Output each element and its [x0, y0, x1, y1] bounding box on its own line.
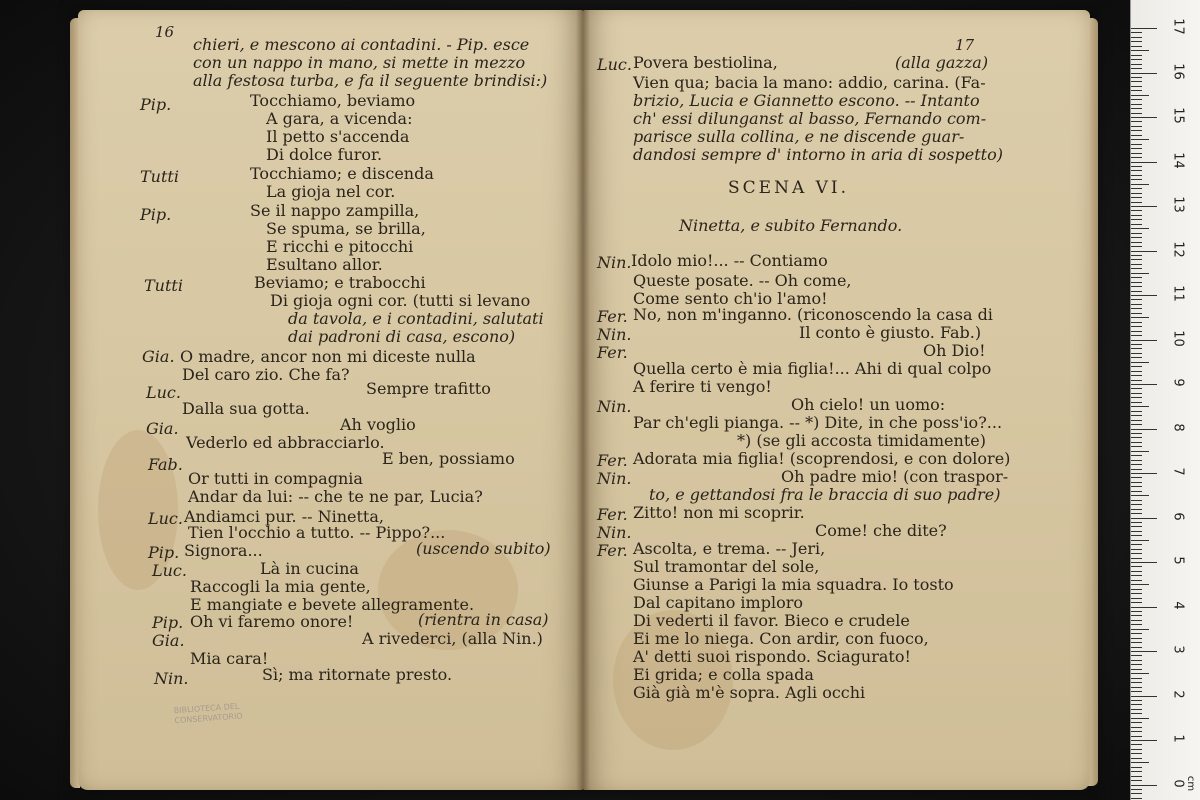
- ruler-tick: [1131, 767, 1142, 768]
- ruler-tick: [1131, 299, 1142, 300]
- text-line: Oh vi faremo onore!: [190, 612, 354, 631]
- ruler-tick: [1131, 130, 1142, 131]
- text-line: Di vederti il favor. Bieco e crudele: [633, 611, 910, 630]
- ruler-tick: [1131, 522, 1142, 523]
- speaker-label: Pip.: [140, 95, 172, 114]
- ruler-tick: [1131, 691, 1142, 692]
- ruler-tick: [1131, 611, 1142, 612]
- ruler-tick: [1131, 246, 1142, 247]
- ruler-tick: [1131, 460, 1142, 461]
- scene-characters: Ninetta, e subito Fernando.: [679, 216, 903, 235]
- ruler-tick: [1131, 264, 1142, 265]
- ruler-tick: [1131, 558, 1142, 559]
- ruler-tick: [1131, 166, 1142, 167]
- ruler-tick: [1131, 86, 1142, 87]
- speaker-label: Nin.: [597, 325, 632, 344]
- ruler-tick: [1131, 495, 1149, 496]
- ruler-tick: [1131, 331, 1142, 332]
- ruler-tick: [1131, 771, 1142, 772]
- library-stamp: BIBLIOTECA DEL CONSERVATORIO: [173, 701, 243, 726]
- text-line: dandosi sempre d' intorno in aria di sospetto): [633, 145, 1003, 164]
- text-line: La gioja nel cor.: [266, 182, 396, 201]
- ruler-tick: [1131, 736, 1142, 737]
- ruler-tick: [1131, 442, 1142, 443]
- text-line: Signora...: [184, 541, 263, 560]
- ruler-tick: [1131, 722, 1142, 723]
- text-line: A ferire ti vengo!: [633, 377, 772, 396]
- ruler-tick: [1131, 780, 1142, 781]
- text-line: (alla gazza): [895, 53, 989, 72]
- ruler-tick: [1131, 268, 1142, 269]
- text-line: (uscendo subito): [416, 539, 551, 558]
- ruler-tick: [1131, 175, 1142, 176]
- ruler-tick: [1131, 384, 1157, 385]
- ruler-tick: [1131, 415, 1142, 416]
- ruler-tick: [1131, 273, 1149, 274]
- speaker-label: Nin.: [154, 669, 189, 688]
- ruler-tick: [1131, 304, 1142, 305]
- speaker-label: Fer.: [597, 307, 628, 326]
- speaker-label: Luc.: [146, 383, 181, 402]
- text-line: Là in cucina: [260, 559, 359, 578]
- text-line: *) (se gli accosta timidamente): [737, 431, 986, 450]
- ruler-tick: [1131, 473, 1157, 474]
- ruler-tick: [1131, 295, 1157, 296]
- text-line: Sul tramontar del sole,: [633, 557, 820, 576]
- ruler-tick: [1131, 753, 1142, 754]
- ruler-tick: [1131, 504, 1142, 505]
- ruler-tick: [1131, 624, 1142, 625]
- ruler-tick: [1131, 602, 1142, 603]
- speaker-label: Fer.: [597, 451, 628, 470]
- ruler-tick: [1131, 73, 1157, 74]
- text-line: (rientra in casa): [418, 610, 549, 629]
- ruler-tick: [1131, 593, 1142, 594]
- text-line: Or tutti in compagnia: [188, 469, 363, 488]
- text-line: Queste posate. -- Oh come,: [633, 271, 852, 290]
- ruler-tick: [1131, 664, 1142, 665]
- text-line: Come! che dite?: [815, 521, 947, 540]
- ruler-tick: [1131, 344, 1142, 345]
- ruler-tick: [1131, 598, 1142, 599]
- text-line: E mangiate e bevete allegramente.: [190, 595, 475, 614]
- text-line: Ei grida; e colla spada: [633, 665, 814, 684]
- ruler-tick: [1131, 104, 1142, 105]
- text-line: Come sento ch'io l'amo!: [633, 289, 828, 308]
- ruler-number: 4: [1170, 600, 1186, 610]
- ruler-number: 14: [1170, 151, 1186, 169]
- ruler-tick: [1131, 277, 1142, 278]
- speaker-label: Nin.: [597, 397, 632, 416]
- page-number-right: 17: [955, 36, 975, 54]
- ruler-tick: [1131, 562, 1157, 563]
- ruler-tick: [1131, 673, 1149, 674]
- ruler-tick: [1131, 322, 1142, 323]
- ruler-tick: [1131, 375, 1142, 376]
- ruler-tick: [1131, 655, 1142, 656]
- ruler-tick: [1131, 184, 1149, 185]
- text-line: Giunse a Parigi la mia squadra. Io tosto: [633, 575, 954, 594]
- ruler-number: 9: [1170, 378, 1186, 387]
- ruler-tick: [1131, 81, 1142, 82]
- text-line: da tavola, e i contadini, salutati: [288, 309, 544, 328]
- ruler-tick: [1131, 758, 1142, 759]
- text-line: Tocchiamo, beviamo: [250, 91, 416, 110]
- ruler-tick: [1131, 179, 1142, 180]
- speaker-label: Luc.: [152, 561, 187, 580]
- ruler-tick: [1131, 749, 1142, 750]
- text-line: parisce sulla collina, e ne discende guar-: [633, 127, 965, 146]
- text-line: O madre, ancor non mi diceste nulla: [180, 347, 476, 366]
- text-line: Oh Dio!: [923, 341, 986, 360]
- ruler-tick: [1131, 518, 1157, 519]
- text-line: E ben, possiamo: [382, 449, 515, 468]
- ruler-tick: [1131, 789, 1142, 790]
- ruler-tick: [1131, 731, 1142, 732]
- text-line: No, non m'inganno. (riconoscendo la casa di: [633, 305, 993, 324]
- measuring-ruler: [1130, 0, 1200, 800]
- text-line: con un nappo in mano, si mette in mezzo: [193, 53, 526, 72]
- text-line: Il conto è giusto. Fab.): [799, 323, 982, 342]
- ruler-tick: [1131, 420, 1142, 421]
- ruler-tick: [1131, 286, 1142, 287]
- ruler-tick: [1131, 77, 1142, 78]
- speaker-label: Fab.: [148, 455, 183, 474]
- ruler-tick: [1131, 353, 1142, 354]
- text-line: Di dolce furor.: [266, 145, 383, 164]
- text-line: Esultano allor.: [266, 255, 383, 274]
- text-line: Quella certo è mia figlia!... Ahi di qual colpo: [633, 359, 992, 378]
- ruler-tick: [1131, 709, 1142, 710]
- ruler-tick: [1131, 469, 1142, 470]
- speaker-label: Gia.: [142, 347, 175, 366]
- ruler-number: 6: [1170, 511, 1186, 521]
- ruler-tick: [1131, 638, 1142, 639]
- ruler-tick: [1131, 224, 1142, 225]
- speaker-label: Fer.: [597, 343, 628, 362]
- ruler-tick: [1131, 251, 1157, 252]
- ruler-tick: [1131, 144, 1142, 145]
- text-line: Sì; ma ritornate presto.: [262, 665, 453, 684]
- text-line: Il petto s'accenda: [266, 127, 410, 146]
- speaker-label: Luc.: [148, 509, 183, 528]
- ruler-tick: [1131, 55, 1142, 56]
- ruler-tick: [1131, 228, 1149, 229]
- speaker-label: Fer.: [597, 505, 628, 524]
- ruler-tick: [1131, 727, 1142, 728]
- ruler-tick: [1131, 335, 1142, 336]
- ruler-tick: [1131, 464, 1142, 465]
- text-line: ch' essi dilunganst al basso, Fernando com-: [633, 109, 987, 128]
- ruler-tick: [1131, 424, 1142, 425]
- right-page: [583, 10, 1090, 790]
- ruler-number: 11: [1170, 285, 1186, 302]
- text-line: A gara, a vicenda:: [266, 109, 413, 128]
- ruler-tick: [1131, 291, 1142, 292]
- text-line: Dalla sua gotta.: [182, 399, 310, 418]
- ruler-tick: [1131, 446, 1142, 447]
- ruler-tick: [1131, 589, 1142, 590]
- speaker-label: Tutti: [144, 276, 183, 295]
- ruler-number: 0: [1170, 778, 1186, 788]
- text-line: Se il nappo zampilla,: [250, 201, 420, 220]
- speaker-label: Nin.: [597, 469, 632, 488]
- text-line: A rivederci, (alla Nin.): [362, 629, 543, 648]
- ruler-tick: [1131, 313, 1142, 314]
- ruler-unit: cm: [1185, 775, 1197, 792]
- ruler-tick: [1131, 669, 1142, 670]
- ruler-tick: [1131, 37, 1142, 38]
- ruler-tick: [1131, 135, 1142, 136]
- ruler-tick: [1131, 371, 1142, 372]
- ruler-tick: [1131, 620, 1142, 621]
- ruler-tick: [1131, 451, 1149, 452]
- ruler-tick: [1131, 744, 1142, 745]
- ruler-tick: [1131, 642, 1142, 643]
- ruler-tick: [1131, 162, 1157, 163]
- ruler-tick: [1131, 148, 1142, 149]
- ruler-tick: [1131, 793, 1142, 794]
- speaker-label: Gia.: [152, 631, 185, 650]
- ruler-tick: [1131, 647, 1142, 648]
- text-line: Adorata mia figlia! (scoprendosi, e con dolore): [633, 449, 1011, 468]
- ruler-tick: [1131, 486, 1142, 487]
- ruler-number: 12: [1170, 240, 1186, 258]
- ruler-tick: [1131, 660, 1142, 661]
- ruler-tick: [1131, 259, 1142, 260]
- ruler-tick: [1131, 696, 1157, 697]
- ruler-number: 8: [1170, 422, 1186, 432]
- scene-title: SCENA VI.: [728, 178, 850, 198]
- ruler-tick: [1131, 121, 1142, 122]
- book-gutter: [576, 10, 590, 790]
- ruler-tick: [1131, 429, 1157, 430]
- text-line: Già già m'è sopra. Agli occhi: [633, 683, 866, 702]
- ruler-tick: [1131, 348, 1142, 349]
- ruler-tick: [1131, 233, 1142, 234]
- text-line: Mia cara!: [190, 649, 269, 668]
- ruler-tick: [1131, 411, 1142, 412]
- ruler-tick: [1131, 629, 1149, 630]
- ruler-tick: [1131, 571, 1142, 572]
- ruler-tick: [1131, 433, 1142, 434]
- ruler-tick: [1131, 513, 1142, 514]
- ruler-number: 5: [1170, 556, 1186, 565]
- ruler-tick: [1131, 402, 1142, 403]
- ruler-tick: [1131, 397, 1142, 398]
- ruler-tick: [1131, 531, 1142, 532]
- text-line: Se spuma, se brilla,: [266, 219, 426, 238]
- ruler-tick: [1131, 170, 1142, 171]
- ruler-tick: [1131, 566, 1142, 567]
- text-line: Oh cielo! un uomo:: [791, 395, 946, 414]
- ruler-tick: [1131, 139, 1149, 140]
- ruler-tick: [1131, 242, 1142, 243]
- ruler-tick: [1131, 326, 1142, 327]
- ruler-tick: [1131, 718, 1149, 719]
- ruler-tick: [1131, 157, 1142, 158]
- ruler-tick: [1131, 704, 1142, 705]
- text-line: Dal capitano imploro: [633, 593, 803, 612]
- ruler-tick: [1131, 455, 1142, 456]
- ruler-tick: [1131, 580, 1142, 581]
- ruler-tick: [1131, 153, 1142, 154]
- ruler-tick: [1131, 95, 1149, 96]
- ruler-tick: [1131, 615, 1142, 616]
- speaker-label: Pip.: [140, 205, 172, 224]
- ruler-tick: [1131, 117, 1157, 118]
- ruler-tick: [1131, 113, 1142, 114]
- text-line: Del caro zio. Che fa?: [182, 365, 350, 384]
- text-line: E ricchi e pitocchi: [266, 237, 414, 256]
- text-line: Raccogli la mia gente,: [190, 577, 371, 596]
- ruler-tick: [1131, 366, 1142, 367]
- ruler-tick: [1131, 762, 1149, 763]
- speaker-label: Fer.: [597, 541, 628, 560]
- ruler-tick: [1131, 607, 1157, 608]
- ruler-tick: [1131, 687, 1142, 688]
- ruler-tick: [1131, 219, 1142, 220]
- text-line: alla festosa turba, e fa il seguente brindisi:): [193, 71, 548, 90]
- ruler-tick: [1131, 740, 1157, 741]
- ruler-tick: [1131, 32, 1142, 33]
- text-line: Ah voglio: [340, 415, 416, 434]
- ruler-tick: [1131, 340, 1157, 341]
- left-page: [78, 10, 583, 790]
- ruler-tick: [1131, 633, 1142, 634]
- ruler-number: 10: [1170, 329, 1186, 347]
- text-line: Povera bestiolina,: [633, 53, 778, 72]
- speaker-label: Nin.: [597, 253, 632, 272]
- text-line: Vederlo ed abbracciarlo.: [186, 433, 385, 452]
- ruler-tick: [1131, 437, 1142, 438]
- ruler-tick: [1131, 678, 1142, 679]
- ruler-tick: [1131, 776, 1142, 777]
- ruler-tick: [1131, 28, 1157, 29]
- ruler-tick: [1131, 362, 1149, 363]
- ruler-tick: [1131, 210, 1142, 211]
- ruler-tick: [1131, 255, 1142, 256]
- speaker-label: Nin.: [597, 523, 632, 542]
- ruler-tick: [1131, 197, 1142, 198]
- ruler-tick: [1131, 308, 1142, 309]
- text-line: brizio, Lucia e Giannetto escono. -- Intanto: [633, 91, 980, 110]
- ruler-number: 7: [1170, 467, 1186, 476]
- ruler-number: 2: [1170, 689, 1186, 699]
- ruler-tick: [1131, 206, 1157, 207]
- ruler-tick: [1131, 193, 1142, 194]
- ruler-tick: [1131, 651, 1157, 652]
- ruler-tick: [1131, 785, 1157, 786]
- ruler-tick: [1131, 215, 1142, 216]
- ruler-tick: [1131, 544, 1142, 545]
- ruler-tick: [1131, 202, 1142, 203]
- page-number-left: 16: [155, 23, 175, 41]
- ruler-number: 1: [1170, 734, 1186, 743]
- ruler-tick: [1131, 393, 1142, 394]
- text-line: Andiamci pur. -- Ninetta,: [184, 507, 384, 526]
- ruler-tick: [1131, 682, 1142, 683]
- ruler-tick: [1131, 380, 1142, 381]
- ruler-tick: [1131, 509, 1142, 510]
- text-line: Sempre trafitto: [366, 379, 491, 398]
- ruler-tick: [1131, 99, 1142, 100]
- ruler-number: 13: [1170, 196, 1186, 213]
- ruler-tick: [1131, 388, 1142, 389]
- speaker-label: Pip.: [148, 543, 180, 562]
- ruler-tick: [1131, 549, 1142, 550]
- ruler-tick: [1131, 406, 1149, 407]
- ruler-tick: [1131, 317, 1149, 318]
- ruler-tick: [1131, 68, 1142, 69]
- ruler-tick: [1131, 553, 1142, 554]
- ruler-tick: [1131, 357, 1142, 358]
- ruler-tick: [1131, 535, 1142, 536]
- text-line: Ascolta, e trema. -- Jeri,: [633, 539, 826, 558]
- text-line: to, e gettandosi fra le braccia di suo padre): [649, 485, 1001, 504]
- ruler-tick: [1131, 526, 1142, 527]
- ruler-tick: [1131, 500, 1142, 501]
- text-line: Idolo mio!... -- Contiamo: [631, 251, 828, 270]
- ruler-tick: [1131, 477, 1142, 478]
- text-line: Tien l'occhio a tutto. -- Pippo?...: [188, 523, 446, 542]
- text-line: Tocchiamo; e discenda: [250, 164, 434, 183]
- text-line: Ei me lo niega. Con ardir, con fuoco,: [633, 629, 929, 648]
- ruler-tick: [1131, 59, 1142, 60]
- ruler-tick: [1131, 126, 1142, 127]
- ruler-tick: [1131, 482, 1142, 483]
- ruler-tick: [1131, 237, 1142, 238]
- ruler-tick: [1131, 540, 1149, 541]
- ruler-number: 17: [1170, 18, 1186, 35]
- text-line: Par ch'egli pianga. -- *) Dite, in che poss'io?...: [633, 413, 1003, 432]
- speaker-label: Gia.: [146, 419, 179, 438]
- text-line: Vien qua; bacia la mano: addio, carina. (Fa-: [633, 73, 986, 92]
- ruler-tick: [1131, 41, 1142, 42]
- text-line: Di gioja ogni cor. (tutti si levano: [270, 291, 531, 310]
- ruler-tick: [1131, 713, 1142, 714]
- ruler-tick: [1131, 188, 1142, 189]
- ruler-tick: [1131, 90, 1142, 91]
- ruler-tick: [1131, 50, 1149, 51]
- ruler-tick: [1131, 491, 1142, 492]
- text-line: Beviamo; e trabocchi: [254, 273, 426, 292]
- text-line: Oh padre mio! (con traspor-: [781, 467, 1009, 486]
- ruler-number: 3: [1170, 645, 1186, 654]
- ruler-tick: [1131, 108, 1142, 109]
- text-line: dai padroni di casa, escono): [288, 327, 516, 346]
- speaker-label: Luc.: [597, 55, 632, 74]
- ruler-tick: [1131, 282, 1142, 283]
- text-line: Zitto! non mi scoprir.: [633, 503, 805, 522]
- ruler-number: 15: [1170, 107, 1186, 124]
- ruler-tick: [1131, 584, 1149, 585]
- ruler-tick: [1131, 575, 1142, 576]
- ruler-tick: [1131, 700, 1142, 701]
- ruler-number: 16: [1170, 62, 1186, 80]
- text-line: A' detti suoi rispondo. Sciagurato!: [633, 647, 911, 666]
- ruler-tick: [1131, 798, 1142, 799]
- ruler-tick: [1131, 64, 1142, 65]
- speaker-label: Tutti: [140, 167, 179, 186]
- speaker-label: Pip.: [152, 613, 184, 632]
- text-line: chieri, e mescono ai contadini. - Pip. esce: [193, 35, 530, 54]
- text-line: Andar da lui: -- che te ne par, Lucia?: [188, 487, 483, 506]
- ruler-tick: [1131, 46, 1142, 47]
